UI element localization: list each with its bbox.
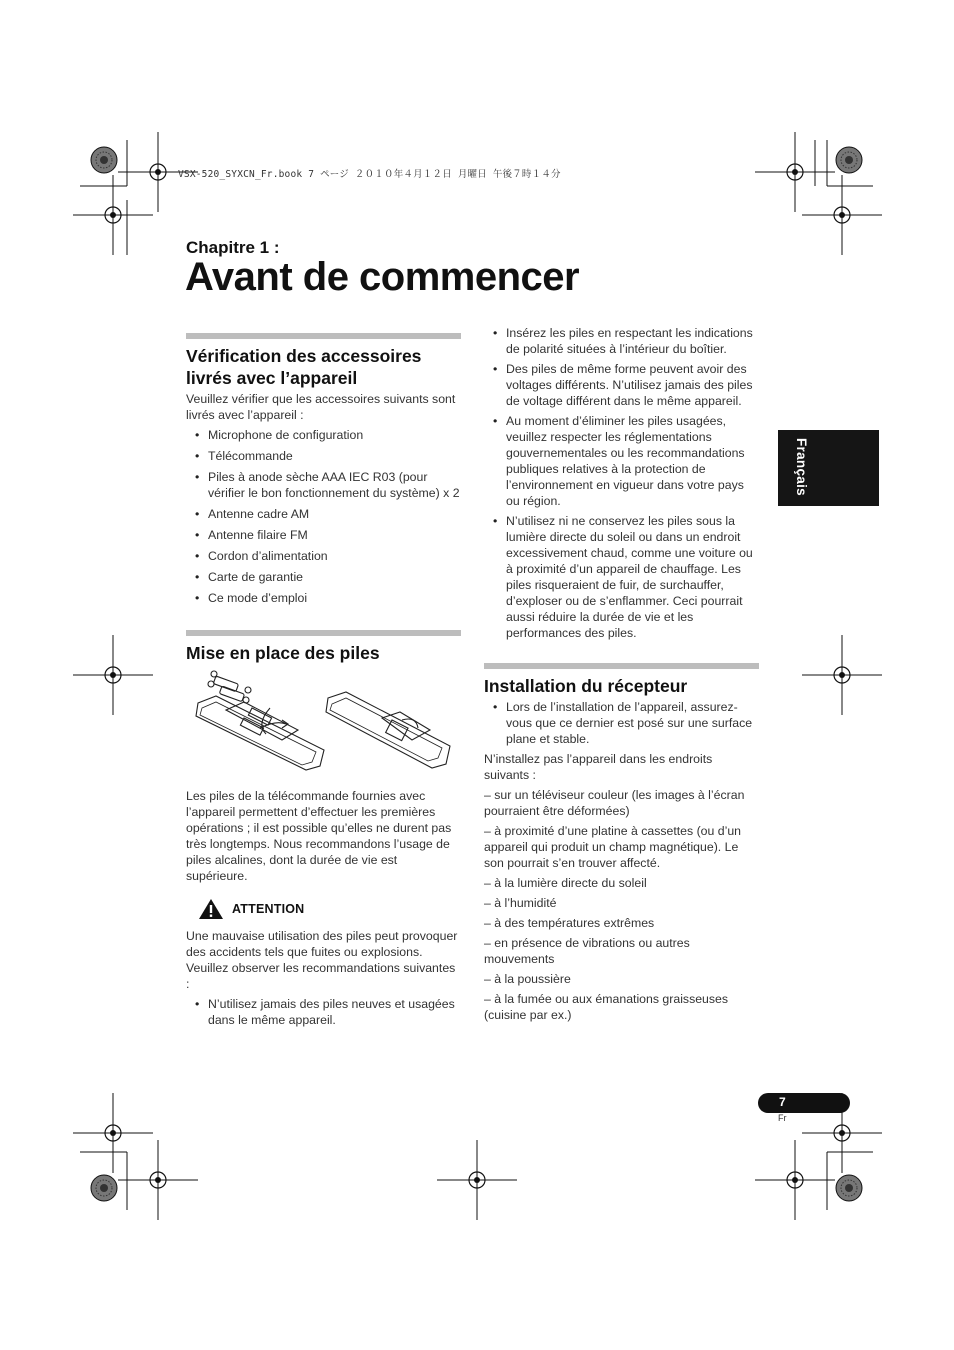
chapter-label: Chapitre 1 :	[186, 238, 280, 257]
batteries-body: Les piles de la télécommande fournies avec l’appareil permettent d’effectuer les premières opérations ; il est possible qu’elles ne durent pas très longtemps. Nous recommandons l’usage de piles alcalines, dont la durée de vie est supérieure.	[186, 789, 452, 883]
location-item: – à des températures extrêmes	[484, 916, 655, 930]
list-item: • Antenne cadre AM	[186, 506, 461, 522]
section-heading-accessories: Vérification des accessoires livrés avec l’appareil	[186, 346, 422, 388]
section-rule	[186, 630, 461, 636]
attention-list	[186, 996, 461, 1028]
section-heading-installation: Installation du récepteur	[484, 676, 688, 696]
attention-box	[198, 898, 461, 920]
attention-body: Une mauvaise utilisation des piles peut provoquer des accidents tels que fuites ou explosions. Veuillez observer les recommandations suivantes :	[186, 929, 458, 991]
installation-list	[484, 699, 759, 747]
remote-battery-illustration	[186, 668, 461, 778]
location-item: – à la lumière directe du soleil	[484, 876, 647, 890]
list-item: • N’utilisez ni ne conservez les piles sous la lumière directe du soleil ou dans un endroit excessivement chaud, comme une voiture ou à proximité d’un appareil de chauffage. Les piles risqueraient de fuir, de surchauffer, d’exploser ou de s’enflammer. Ceci pourrait aussi réduire la durée de vie et les performances des piles.	[484, 513, 759, 641]
warning-triangle-icon	[198, 898, 224, 920]
location-item: – à la fumée ou aux émanations graisseuses (cuisine par ex.)	[484, 992, 729, 1022]
location-item: – sur un téléviseur couleur (les images à l’écran pourraient être déformées)	[484, 788, 745, 818]
section-heading-batteries: Mise en place des piles	[186, 643, 380, 663]
list-item: • Carte de garantie	[186, 569, 461, 585]
section-rule	[484, 663, 759, 669]
list-item: • Des piles de même forme peuvent avoir des voltages différents. N’utilisez jamais des piles de voltage différent dans le même appareil.	[484, 361, 759, 409]
list-item: • Lors de l’installation de l’appareil, assurez-vous que ce dernier est posé sur une surface plane et stable.	[484, 699, 759, 747]
section-rule	[186, 333, 461, 339]
accessories-list	[186, 427, 461, 606]
location-item: – à proximité d’une platine à cassettes (ou d’un appareil qui produit un champ magnétique). Le son pourrait s’en trouver affecté.	[484, 824, 742, 870]
language-tab-label: Français	[794, 438, 809, 496]
list-item: • Ce mode d’emploi	[186, 590, 461, 606]
right-column	[484, 325, 759, 1027]
chapter-title: Avant de commencer	[185, 255, 580, 299]
installation-intro: N’installez pas l’appareil dans les endroits suivants :	[484, 752, 713, 782]
list-item: • N’utilisez jamais des piles neuves et usagées dans le même appareil.	[186, 996, 461, 1028]
location-item: – à l’humidité	[484, 896, 557, 910]
location-item: – à la poussière	[484, 972, 571, 986]
list-item: • Insérez les piles en respectant les indications de polarité situées à l’intérieur du boîtier.	[484, 325, 759, 357]
print-header-line: VSX-520_SYXCN_Fr.book 7 ページ ２０１０年４月１２日 月曜日 午後７時１４分	[178, 169, 561, 180]
list-item: • Cordon d’alimentation	[186, 548, 461, 564]
page-language-code: Fr	[778, 1113, 787, 1123]
list-item: • Microphone de configuration	[186, 427, 461, 443]
list-item: • Au moment d’éliminer les piles usagées, veuillez respecter les réglementations gouvernementales ou les recommandations publiques relatives à la protection de l’environnement en vigueur dans votre pays ou région.	[484, 413, 759, 509]
battery-precautions-list	[484, 325, 759, 641]
left-column	[186, 333, 461, 1033]
list-item: • Télécommande	[186, 448, 461, 464]
language-tab	[778, 430, 879, 506]
list-item: • Piles à anode sèche AAA IEC R03 (pour vérifier le bon fonctionnement du système) x 2	[186, 469, 461, 501]
page-number: 7	[779, 1095, 786, 1109]
accessories-intro: Veuillez vérifier que les accessoires suivants sont livrés avec l’appareil :	[186, 392, 456, 422]
attention-label: ATTENTION	[232, 902, 305, 916]
location-item: – en présence de vibrations ou autres mouvements	[484, 936, 690, 966]
page-number-pill	[758, 1093, 850, 1113]
list-item: • Antenne filaire FM	[186, 527, 461, 543]
